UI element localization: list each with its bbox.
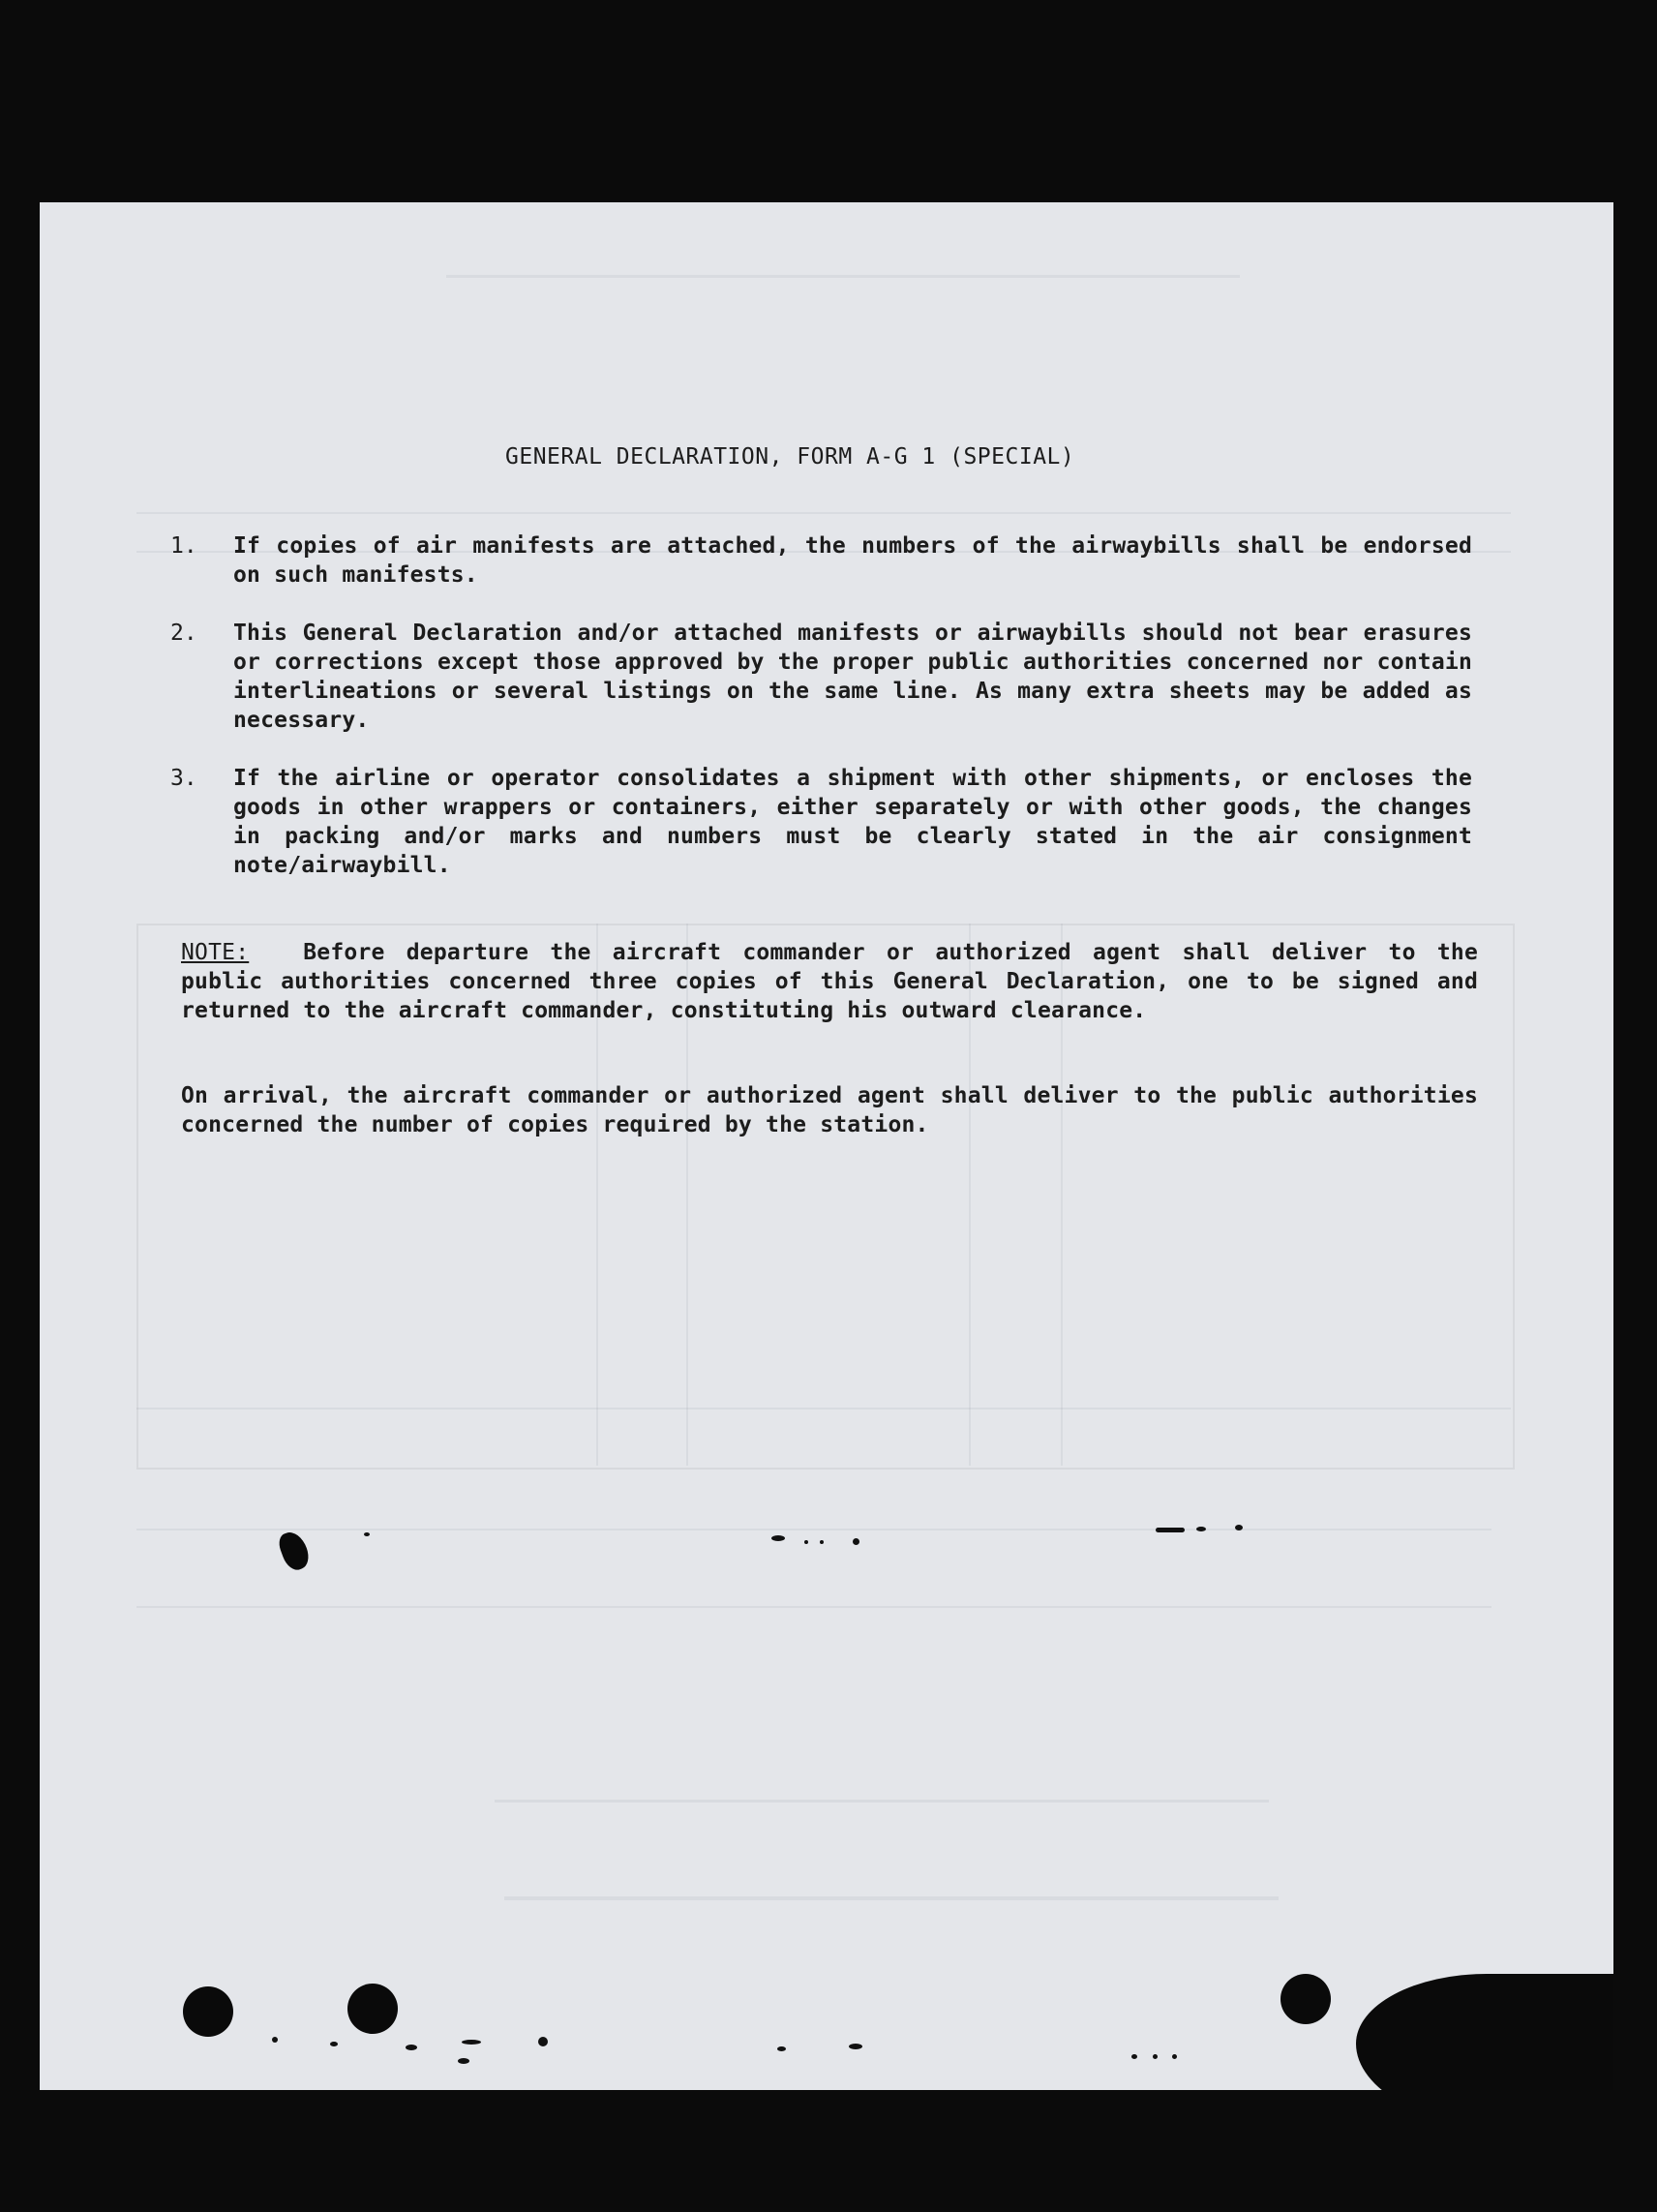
show-through-line [446,275,1240,278]
show-through-line [136,1606,1491,1608]
show-through-line [136,512,1511,514]
arrival-paragraph: On arrival, the aircraft commander or authorized agent shall deliver to the public authorities concerned the number of copies required by the station. [181,1083,1478,1137]
ink-dot [330,2042,338,2046]
ink-dot [853,1538,859,1545]
item-number: 1. [170,533,197,559]
ink-blot [276,1529,313,1573]
show-through-line [136,1408,1511,1409]
torn-corner [1356,1974,1613,2090]
ink-dot [820,1540,824,1544]
ink-dot [364,1532,370,1536]
ink-dot [777,2046,786,2051]
item-text: If the airline or operator consolidates a shipment with other shipments, or encloses the goods in other wrappers or containers, either separately or with other goods, the changes in packing and/or marks and numbers must be clearly stated in the air consignment note/airwaybill. [233,766,1472,878]
ink-dot [1156,1528,1185,1532]
ink-dot [462,2040,481,2045]
ink-dot [804,1540,808,1544]
ink-dot [771,1535,785,1541]
ink-dot [272,2037,278,2043]
note-text: Before departure the aircraft commander or authorized agent shall deliver to the public authorities concerned three copies of this General Declaration, one to be signed and returned to the aircraft commander, constituting his outward clearance. [181,940,1478,1023]
punch-hole [183,1986,233,2037]
page-title: GENERAL DECLARATION, FORM A-G 1 (SPECIAL) [505,444,1075,470]
ink-dot [1235,1525,1243,1530]
ink-dot [458,2058,469,2064]
ink-dot [538,2037,548,2046]
note-paragraph [181,938,1478,1025]
ink-dot [1196,1527,1206,1531]
ink-dot [1153,2054,1158,2059]
show-through-line [495,1800,1269,1803]
ink-dot [1131,2054,1137,2059]
show-through-line [136,1529,1491,1530]
ink-dot [849,2044,862,2049]
note-label: NOTE: [181,940,250,965]
item-number: 3. [170,766,197,791]
ink-dot [1172,2054,1177,2059]
item-text: If copies of air manifests are attached, the numbers of the airwaybills shall be endorsed on such manifests. [233,533,1472,588]
punch-hole [347,1984,398,2034]
punch-hole [1280,1974,1331,2024]
item-text: This General Declaration and/or attached manifests or airwaybills should not bear erasures or corrections except those approved by the proper public authorities concerned nor contain interlineations or several listings on the same line. As many extra sheets may be added as necessary. [233,621,1472,733]
item-number: 2. [170,621,197,646]
show-through-line [504,1896,1279,1900]
document-page [40,202,1613,2090]
ink-dot [406,2045,417,2050]
